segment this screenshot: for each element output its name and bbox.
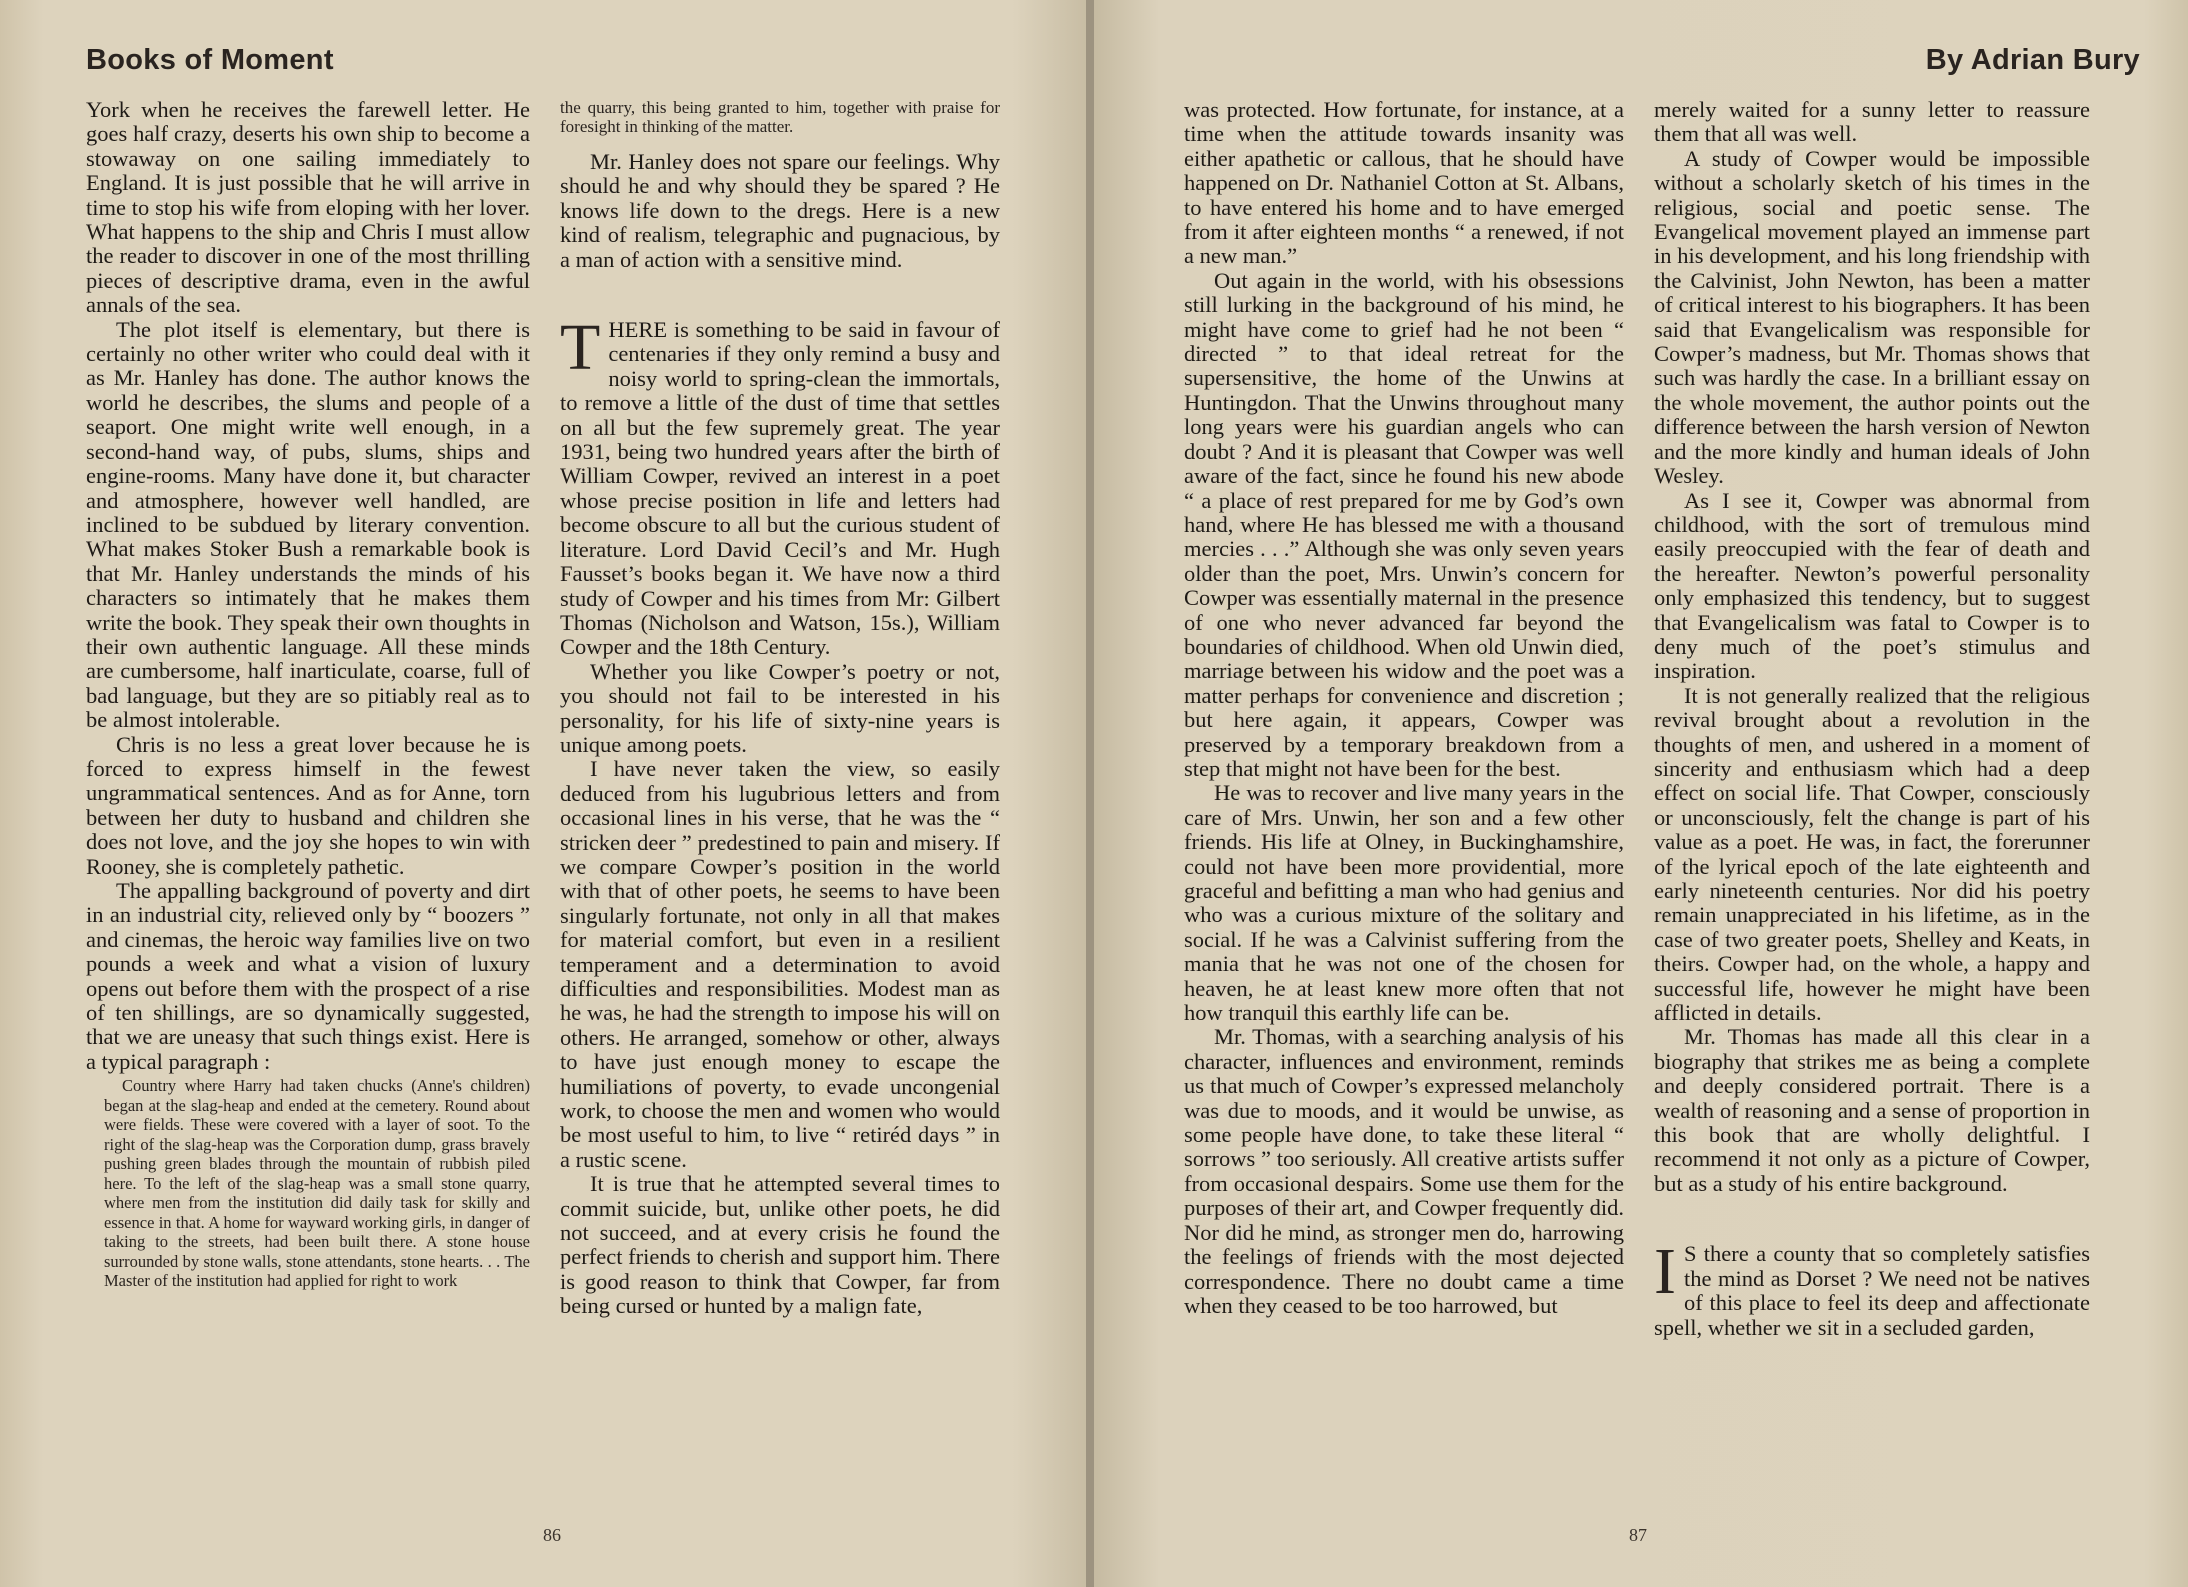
paragraph: It is not generally realized that the religious revival brought about a revolution in the thoughts of men, and ushered in a moment of sincerity and enthusiasm which had a deep effect on social life. That Cowper, consciously or unconsciously, felt the change is part of his value as a poet. He was, in fact, the forerunner of the lyrical epoch of the late eighteenth and early nineteenth centuries. Nor did his poetry remain unappreciated in his lifetime, as in the case of two greater poets, Shelley and Keats, in theirs. Cowper had, on the whole, a happy and successful life, however he might have been afflicted in details. bbox=[1654, 682, 2090, 1026]
drop-cap: I bbox=[1654, 1235, 1676, 1309]
paragraph: Mr. Thomas has made all this clear in a biography that strikes me as being a complete and deeply considered portrait. There is a wealth of reasoning and a sense of proportion in this book that are wholly delightful. I recommend it not only as a picture of Cowper, but as a study of his entire background. bbox=[1654, 1024, 2090, 1196]
paragraph: Out again in the world, with his obsessions still lurking in the background of his mind, he might have come to grief had he not been “ directed ” to that ideal retreat for the supersensitive, the home of the Unwins at Huntingdon. That the Unwins throughout many long years were his guardian angels who can doubt ? And it is pleasant that Cowper was well aware of the fact, since he found his new abode “ a place of rest prepared for me by God’s own hand, where He has blessed me with a thousand mercies . . .” Although she was only seven years older than the poet, Mrs. Unwin’s concern for Cowper was essentially maternal in the presence of one who never advanced far beyond the boundaries of childhood. When old Unwin died, marriage between his widow and the poet was a matter perhaps for convenience and discretion ; but here again, it appears, Cowper was preserved by a temporary breakdown from a step that might not have been for the best. bbox=[1184, 267, 1624, 781]
article-opening bbox=[1654, 1235, 2090, 1340]
right-column-1 bbox=[1184, 98, 1624, 1318]
block-quote: Country where Harry had taken chucks (Anne's children) began at the slag-heap and ended at the cemetery. Round about were fields. These were covered with a layer of soot. To the right of the slag-heap was the Corporation dump, grass bravely pushing green blades through the mountain of rubbish piled here. To the left of the slag-heap was a small stone quarry, where men from the institution did daily task for skilly and essence in that. A home for wayward working girls, in danger of taking to the streets, had been built there. A stone house surrounded by stone walls, stone attendants, stone hearts. . . The Master of the institution had applied for right to work bbox=[104, 1076, 530, 1291]
paragraph: He was to recover and live many years in the care of Mrs. Unwin, her son and a few other friends. His life at Olney, in Buckinghamshire, could not have been more providential, more graceful and befitting a man who had genius and who was a curious mixture of the solitary and social. If he was a Calvinist suffering from the mania that he was not one of the chosen for heaven, he at least knew more often that not how tranquil this earthly life can be. bbox=[1184, 780, 1624, 1026]
paragraph: A study of Cowper would be impossible without a scholarly sketch of his times in the religious, social and poetic sense. The Evangelical movement played an immense part in his development, and his long friendship with the Calvinist, John Newton, has been a matter of critical interest to his biographers. It has been said that Evangelicalism was responsible for Cowper’s madness, but Mr. Thomas shows that such was hardly the case. In a brilliant essay on the whole movement, the author points out the difference between the harsh version of Newton and the more kindly and human ideals of John Wesley. bbox=[1654, 145, 2090, 489]
paragraph: Whether you like Cowper’s poetry or not, you should not fail to be interested in his personality, for his life of sixty-nine years is unique among poets. bbox=[560, 658, 1000, 757]
paragraph: I have never taken the view, so easily deduced from his lugubrious letters and from occasional lines in his verse, that he was the “ stricken deer ” predestined to pain and misery. If we compare Cowper’s position in the world with that of other poets, he seems to have been singularly fortunate, not only in all that makes for material comfort, but even in a resilient temperament and a determination to avoid difficulties and responsibilities. Modest man as he was, he had the strength to impose his will on others. He arranged, somehow or other, always to have just enough money to escape the humiliations of poverty, to evade uncongenial work, to choose the men and women who would be most useful to him, to live “ retiréd days ” in a rustic scene. bbox=[560, 756, 1000, 1172]
paragraph: was protected. How fortunate, for instance, at a time when the attitude towards insanity was either apathetic or callous, that he should have happened on Dr. Nathaniel Cotton at St. Albans, to have entered his home and to have emerged from it after eighteen months “ a renewed, if not a new man.” bbox=[1184, 97, 1624, 269]
paragraph: The plot itself is elementary, but there is certainly no other writer who could deal with it as Mr. Hanley has done. The author knows the world he describes, the slums and people of a seaport. One might write well enough, in a second-hand way, of pubs, slums, ships and engine-rooms. Many have done it, but character and atmosphere, however well handled, are inclined to be subdued by literary convention. What makes Stoker Bush a remarkable book is that Mr. Hanley understands the minds of his characters so intimately that he makes them write the book. They speak their own thoughts in their own authentic language. All these minds are cumbersome, half inarticulate, coarse, full of bad language, but they are so pitiably real as to be almost intolerable. bbox=[86, 316, 530, 733]
running-head-right: By Adrian Bury bbox=[1925, 44, 2140, 76]
right-page bbox=[1094, 0, 2188, 1587]
left-column-1 bbox=[86, 98, 530, 1291]
paragraph: Mr. Thomas, with a searching analysis of his character, influences and environment, reminds us that much of Cowper’s expressed melancholy was due to moods, and it would be unwise, as some people have done, to take these literal “ sorrows ” too seriously. All creative artists suffer from occasional despairs. Some use them for the purposes of their art, and Cowper frequently did. Nor did he mind, as stronger men do, harrowing the feelings of friends with the most dejected correspondence. There no doubt came a time when they ceased to be too harrowed, but bbox=[1184, 1024, 1624, 1318]
left-column-2 bbox=[560, 98, 1000, 1319]
paragraph: The appalling background of poverty and dirt in an industrial city, relieved only by “ boozers ” and cinemas, the heroic way families live on two pounds a week and what a vision of luxury opens out before them with the prospect of a rise of ten shillings, are so dynamically suggested, that we are uneasy that such things exist. Here is a typical paragraph : bbox=[86, 878, 530, 1074]
left-page bbox=[0, 0, 1089, 1587]
page-number-right: 87 bbox=[1629, 1525, 1647, 1545]
paragraph: Mr. Hanley does not spare our feelings. Why should he and why should they be spared ? He knows life down to the dregs. Here is a new kind of realism, telegraphic and pugnacious, by a man of action with a sensitive mind. bbox=[560, 149, 1000, 272]
paragraph: York when he receives the farewell letter. He goes half crazy, deserts his own ship to become a stowaway on one sailing immediately to England. It is just possible that he will arrive in time to stop his wife from eloping with her lover. What happens to the ship and Chris I must allow the reader to discover in one of the most thrilling pieces of descriptive drama, even in the awful annals of the sea. bbox=[86, 97, 530, 318]
opening-text: S there a county that so completely satisfies the mind as Dorset ? We need not be natives of this place to feel its deep and affectionate spell, whether we sit in a secluded garden, bbox=[1654, 1241, 2090, 1340]
paragraph: As I see it, Cowper was abnormal from childhood, with the sort of tremulous mind easily preoccupied with the fear of death and the hereafter. Newton’s powerful personality only emphasized this tendency, but to suggest that Evangelicalism was fatal to Cowper is to deny much of the poet’s stimulus and inspiration. bbox=[1654, 487, 2090, 684]
article-opening bbox=[560, 311, 1000, 660]
right-column-2 bbox=[1654, 98, 2090, 1340]
running-head-left: Books of Moment bbox=[86, 44, 334, 76]
block-quote-continued: the quarry, this being granted to him, together with praise for foresight in thinking of the matter. bbox=[560, 98, 1000, 136]
opening-text: HERE is something to be said in favour of centenaries if they only remind a busy and noisy world to spring-clean the immortals, to remove a little of the dust of time that settles on all but the few supremely great. The year 1931, being two hundred years after the birth of William Cowper, revived an interest in a poet whose precise position in life and letters had become obscure to all but the curious student of literature. Lord David Cecil’s and Mr. Hugh Fausset’s books began it. We have now a third study of Cowper and his times from Mr: Gilbert Thomas (Nicholson and Watson, 15s.), William Cowper and the 18th Century. bbox=[560, 317, 1000, 660]
paragraph: Chris is no less a great lover because he is forced to express himself in the fewest ungrammatical sentences. And as for Anne, torn between her duty to husband and children she does not love, and the joy she hopes to win with Rooney, she is completely pathetic. bbox=[86, 731, 530, 879]
drop-cap: T bbox=[560, 311, 601, 385]
paragraph: merely waited for a sunny letter to reassure them that all was well. bbox=[1654, 97, 2090, 147]
paragraph: It is true that he attempted several times to commit suicide, but, unlike other poets, he did not succeed, and at every crisis he found the perfect friends to cherish and support him. There is good reason to think that Cowper, far from being cursed or hunted by a malign fate, bbox=[560, 1171, 1000, 1319]
page-number-left: 86 bbox=[543, 1525, 561, 1545]
